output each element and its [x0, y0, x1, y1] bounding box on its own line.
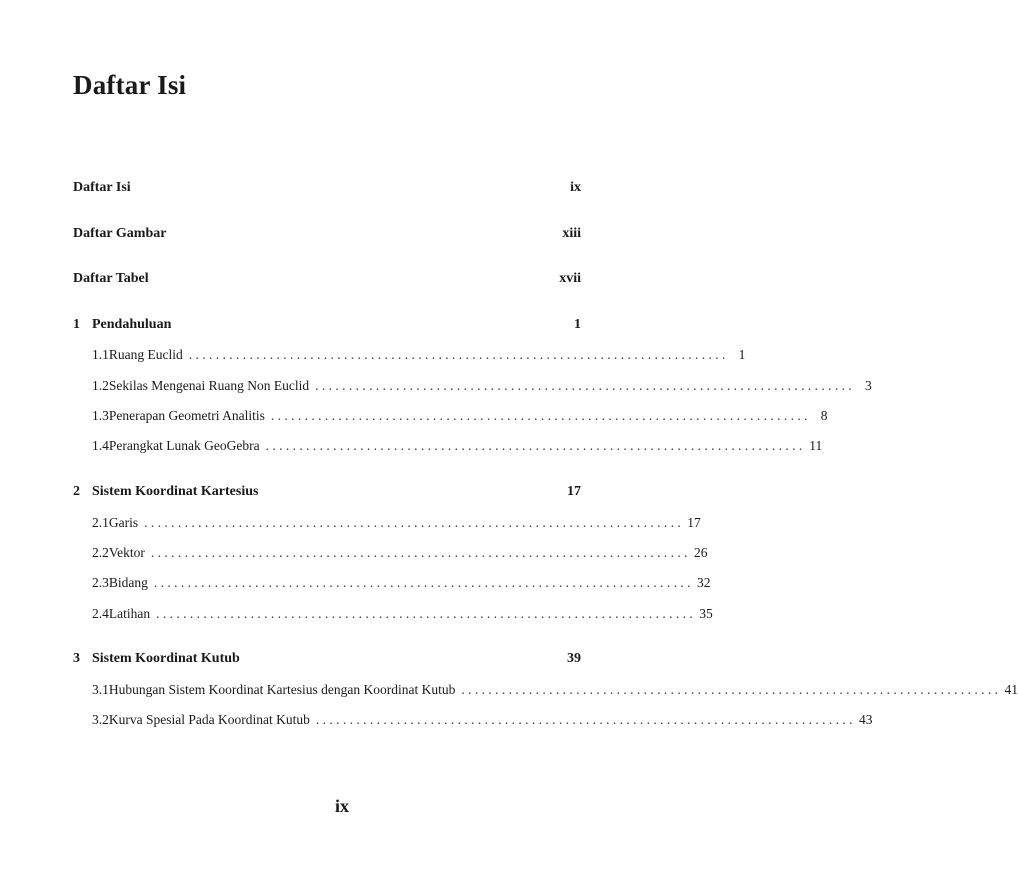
toc-entry-daftar-gambar[interactable]	[73, 226, 581, 242]
toc-chapter-2[interactable]	[73, 484, 581, 500]
section-number: 2.1	[92, 515, 109, 530]
toc-section-1-3[interactable]	[73, 408, 828, 424]
chapter-number: 1	[73, 317, 80, 332]
section-number: 2.2	[92, 545, 109, 560]
dot-leader: . . . . . . . . . . . . . . . . . . . . . . . . . . . . . . . . . . . . . . . . . . . . . . . . . . . . . . . . . . . . . . . . . . . . . . . . . . . . . . . .	[144, 515, 681, 530]
section-page: 3	[864, 378, 872, 393]
page-number: ix	[334, 796, 349, 816]
toc-chapter-1[interactable]	[73, 317, 581, 333]
chapter-number: 2	[73, 484, 80, 499]
section-title: Ruang Euclid	[108, 347, 183, 362]
section-number: 1.4	[92, 438, 109, 453]
toc-entry-label: Daftar Gambar	[73, 226, 167, 241]
toc-entry-label: Daftar Isi	[73, 180, 131, 195]
toc-entry-daftar-isi[interactable]	[73, 180, 581, 196]
toc-section-2-2[interactable]	[73, 545, 708, 561]
toc-section-1-2[interactable]	[73, 378, 872, 394]
dot-leader: . . . . . . . . . . . . . . . . . . . . . . . . . . . . . . . . . . . . . . . . . . . . . . . . . . . . . . . . . . . . . . . . . . . . . . . . . . . . . . . .	[188, 347, 726, 362]
toc-section-2-3[interactable]	[73, 575, 711, 591]
dot-leader: . . . . . . . . . . . . . . . . . . . . . . . . . . . . . . . . . . . . . . . . . . . . . . . . . . . . . . . . . . . . . . . . . . . . . . . . . . . . . . . .	[315, 712, 853, 727]
chapter-title: Pendahuluan	[92, 317, 172, 332]
toc-entry-label: Daftar Tabel	[73, 271, 149, 286]
toc-section-1-4[interactable]	[73, 438, 823, 454]
toc-entry-page: xiii	[562, 226, 581, 241]
section-number: 1.1	[92, 347, 109, 362]
section-number: 2.3	[92, 575, 109, 590]
page-title: Daftar Isi	[73, 70, 187, 100]
section-number: 3.1	[92, 682, 109, 697]
chapter-number: 3	[73, 651, 80, 666]
dot-leader: . . . . . . . . . . . . . . . . . . . . . . . . . . . . . . . . . . . . . . . . . . . . . . . . . . . . . . . . . . . . . . . . . . . . . . . . . . . . . . . .	[265, 438, 803, 453]
chapter-page: 1	[574, 317, 581, 332]
toc-entry-page: ix	[570, 180, 581, 195]
section-page: 1	[738, 347, 746, 362]
toc-section-1-1[interactable]	[73, 347, 746, 363]
dot-leader: . . . . . . . . . . . . . . . . . . . . . . . . . . . . . . . . . . . . . . . . . . . . . . . . . . . . . . . . . . . . . . . . . . . . . . . . . . . . . . . .	[461, 682, 998, 697]
section-title: Sekilas Mengenai Ruang Non Euclid	[108, 378, 310, 393]
section-title: Perangkat Lunak GeoGebra	[108, 438, 260, 453]
section-page: 41	[1004, 682, 1018, 697]
section-title: Bidang	[108, 575, 148, 590]
section-number: 1.3	[92, 408, 109, 423]
dot-leader: . . . . . . . . . . . . . . . . . . . . . . . . . . . . . . . . . . . . . . . . . . . . . . . . . . . . . . . . . . . . . . . . . . . . . . . . . . . . . . . .	[153, 575, 691, 590]
section-title: Latihan	[108, 606, 151, 621]
section-title: Hubungan Sistem Koordinat Kartesius dengan Koordinat Kutub	[108, 682, 456, 697]
section-page: 35	[699, 606, 713, 621]
section-page: 11	[809, 438, 823, 453]
section-number: 3.2	[92, 712, 109, 727]
section-page: 43	[858, 712, 873, 727]
toc-entry-daftar-tabel[interactable]	[73, 271, 581, 287]
toc-chapter-3[interactable]	[73, 651, 581, 667]
section-page: 17	[687, 515, 701, 530]
toc-section-3-1[interactable]	[73, 682, 1018, 698]
section-title: Penerapan Geometri Analitis	[108, 408, 265, 423]
section-page: 26	[694, 545, 708, 560]
section-title: Vektor	[108, 545, 145, 560]
toc-section-2-1[interactable]	[73, 515, 701, 531]
chapter-page: 39	[567, 651, 581, 666]
dot-leader: . . . . . . . . . . . . . . . . . . . . . . . . . . . . . . . . . . . . . . . . . . . . . . . . . . . . . . . . . . . . . . . . . . . . . . . . . . . . . . . .	[156, 606, 693, 621]
dot-leader: . . . . . . . . . . . . . . . . . . . . . . . . . . . . . . . . . . . . . . . . . . . . . . . . . . . . . . . . . . . . . . . . . . . . . . . . . . . . . . . .	[315, 378, 852, 393]
section-page: 32	[697, 575, 711, 590]
chapter-title: Sistem Koordinat Kutub	[92, 651, 240, 666]
chapter-page: 17	[567, 484, 581, 499]
chapter-title: Sistem Koordinat Kartesius	[92, 484, 259, 499]
toc-section-3-2[interactable]	[73, 712, 873, 728]
section-page: 8	[820, 408, 828, 423]
dot-leader: . . . . . . . . . . . . . . . . . . . . . . . . . . . . . . . . . . . . . . . . . . . . . . . . . . . . . . . . . . . . . . . . . . . . . . . . . . . . . . . .	[150, 545, 688, 560]
section-number: 1.2	[92, 378, 109, 393]
section-number: 2.4	[92, 606, 109, 621]
toc-section-2-4[interactable]	[73, 606, 713, 622]
dot-leader: . . . . . . . . . . . . . . . . . . . . . . . . . . . . . . . . . . . . . . . . . . . . . . . . . . . . . . . . . . . . . . . . . . . . . . . . . . . . . . . .	[270, 408, 808, 423]
toc-entry-page: xvii	[559, 271, 581, 286]
section-title: Kurva Spesial Pada Koordinat Kutub	[108, 712, 310, 727]
section-title: Garis	[108, 515, 139, 530]
